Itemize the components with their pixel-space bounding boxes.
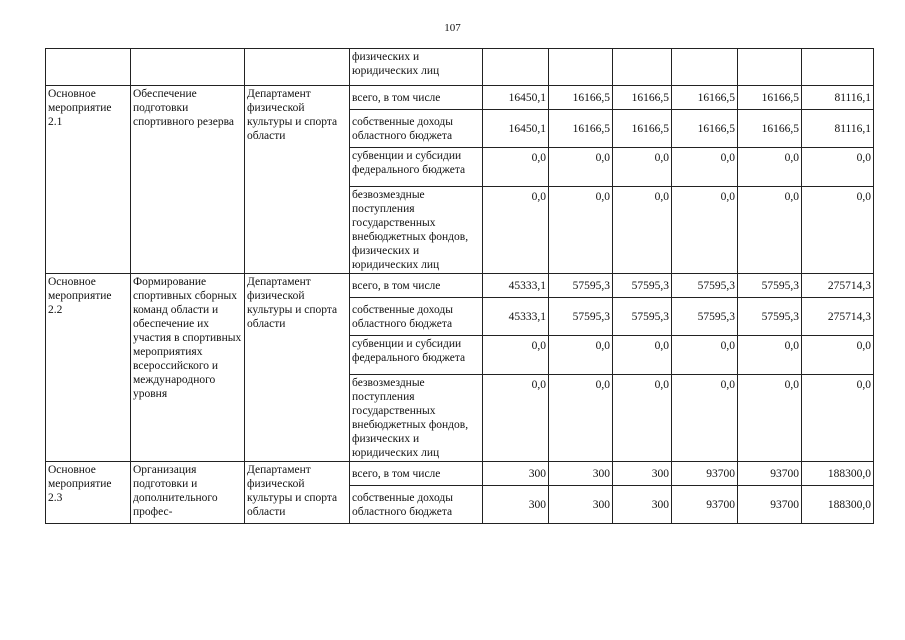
value-cell: 16166,5 (549, 110, 613, 148)
value-cell: 45333,1 (483, 274, 549, 298)
page-number: 107 (444, 22, 461, 34)
value-cell: 0,0 (613, 187, 672, 274)
value-cell: 57595,3 (672, 274, 738, 298)
table-row (46, 49, 874, 86)
source-label: собственные доходы областного бюджета (350, 298, 483, 336)
value-cell: 16166,5 (738, 86, 802, 110)
cell (131, 49, 245, 86)
value-cell: 16166,5 (672, 86, 738, 110)
measure-name: Обеспечение подготовки спортивного резерва (131, 86, 245, 274)
measure-code: Основное мероприятие 2.2 (46, 274, 131, 462)
source-label: субвенции и субсидии федерального бюджета (350, 148, 483, 187)
table-row (46, 462, 874, 486)
value-cell: 45333,1 (483, 298, 549, 336)
value-cell: 0,0 (738, 375, 802, 462)
cell (483, 49, 549, 86)
value-cell: 0,0 (549, 336, 613, 375)
value-cell: 16166,5 (549, 86, 613, 110)
source-label: безвозмездные поступления государственных внебюджетных фондов, физических и юридических лиц (350, 187, 483, 274)
source-label: всего, в том числе (350, 86, 483, 110)
value-cell: 16166,5 (738, 110, 802, 148)
value-cell: 93700 (672, 462, 738, 486)
value-cell: 0,0 (483, 375, 549, 462)
value-cell: 0,0 (802, 336, 874, 375)
value-cell: 81116,1 (802, 110, 874, 148)
table-row (46, 86, 874, 110)
measure-executor: Департамент физической культуры и спорта области (245, 86, 350, 274)
cell (46, 49, 131, 86)
value-cell: 93700 (672, 486, 738, 524)
value-cell: 275714,3 (802, 274, 874, 298)
value-cell: 0,0 (738, 187, 802, 274)
measure-executor: Департамент физической культуры и спорта области (245, 462, 350, 524)
value-cell: 0,0 (672, 187, 738, 274)
value-cell: 57595,3 (549, 274, 613, 298)
source-label: физических и юридических лиц (350, 49, 483, 86)
value-cell: 0,0 (483, 336, 549, 375)
cell (802, 49, 874, 86)
measure-code: Основное мероприятие 2.1 (46, 86, 131, 274)
value-cell: 300 (549, 462, 613, 486)
value-cell: 93700 (738, 486, 802, 524)
value-cell: 0,0 (483, 148, 549, 187)
value-cell: 16450,1 (483, 110, 549, 148)
source-label: субвенции и субсидии федерального бюджета (350, 336, 483, 375)
value-cell: 57595,3 (613, 274, 672, 298)
value-cell: 275714,3 (802, 298, 874, 336)
value-cell: 0,0 (802, 375, 874, 462)
value-cell: 93700 (738, 462, 802, 486)
budget-table (45, 48, 874, 524)
source-label: собственные доходы областного бюджета (350, 486, 483, 524)
value-cell: 57595,3 (549, 298, 613, 336)
value-cell: 0,0 (613, 336, 672, 375)
value-cell: 57595,3 (738, 298, 802, 336)
value-cell: 0,0 (483, 187, 549, 274)
value-cell: 188300,0 (802, 462, 874, 486)
value-cell: 16166,5 (672, 110, 738, 148)
source-label: всего, в том числе (350, 462, 483, 486)
value-cell: 0,0 (549, 187, 613, 274)
value-cell: 0,0 (738, 336, 802, 375)
source-label: собственные доходы областного бюджета (350, 110, 483, 148)
cell (738, 49, 802, 86)
cell (245, 49, 350, 86)
value-cell: 0,0 (672, 148, 738, 187)
value-cell: 0,0 (613, 148, 672, 187)
value-cell: 16166,5 (613, 86, 672, 110)
table-row (46, 274, 874, 298)
cell (672, 49, 738, 86)
measure-code: Основное мероприятие 2.3 (46, 462, 131, 524)
value-cell: 57595,3 (672, 298, 738, 336)
measure-executor: Департамент физической культуры и спорта области (245, 274, 350, 462)
source-label: безвозмездные поступления государственных внебюджетных фондов, физических и юридических лиц (350, 375, 483, 462)
value-cell: 0,0 (672, 375, 738, 462)
value-cell: 300 (483, 462, 549, 486)
value-cell: 81116,1 (802, 86, 874, 110)
value-cell: 0,0 (672, 336, 738, 375)
value-cell: 0,0 (802, 148, 874, 187)
value-cell: 188300,0 (802, 486, 874, 524)
value-cell: 0,0 (738, 148, 802, 187)
value-cell: 16450,1 (483, 86, 549, 110)
value-cell: 0,0 (549, 148, 613, 187)
value-cell: 300 (613, 486, 672, 524)
source-label: всего, в том числе (350, 274, 483, 298)
value-cell: 57595,3 (613, 298, 672, 336)
value-cell: 300 (483, 486, 549, 524)
value-cell: 0,0 (549, 375, 613, 462)
value-cell: 0,0 (613, 375, 672, 462)
value-cell: 16166,5 (613, 110, 672, 148)
value-cell: 300 (613, 462, 672, 486)
value-cell: 300 (549, 486, 613, 524)
cell (549, 49, 613, 86)
measure-name: Организация подготовки и дополнительного профес- (131, 462, 245, 524)
measure-name: Формирование спортивных сборных команд области и обеспечение их участия в спортивных мероприятиях всероссийского и международного уровня (131, 274, 245, 462)
value-cell: 0,0 (802, 187, 874, 274)
cell (613, 49, 672, 86)
value-cell: 57595,3 (738, 274, 802, 298)
